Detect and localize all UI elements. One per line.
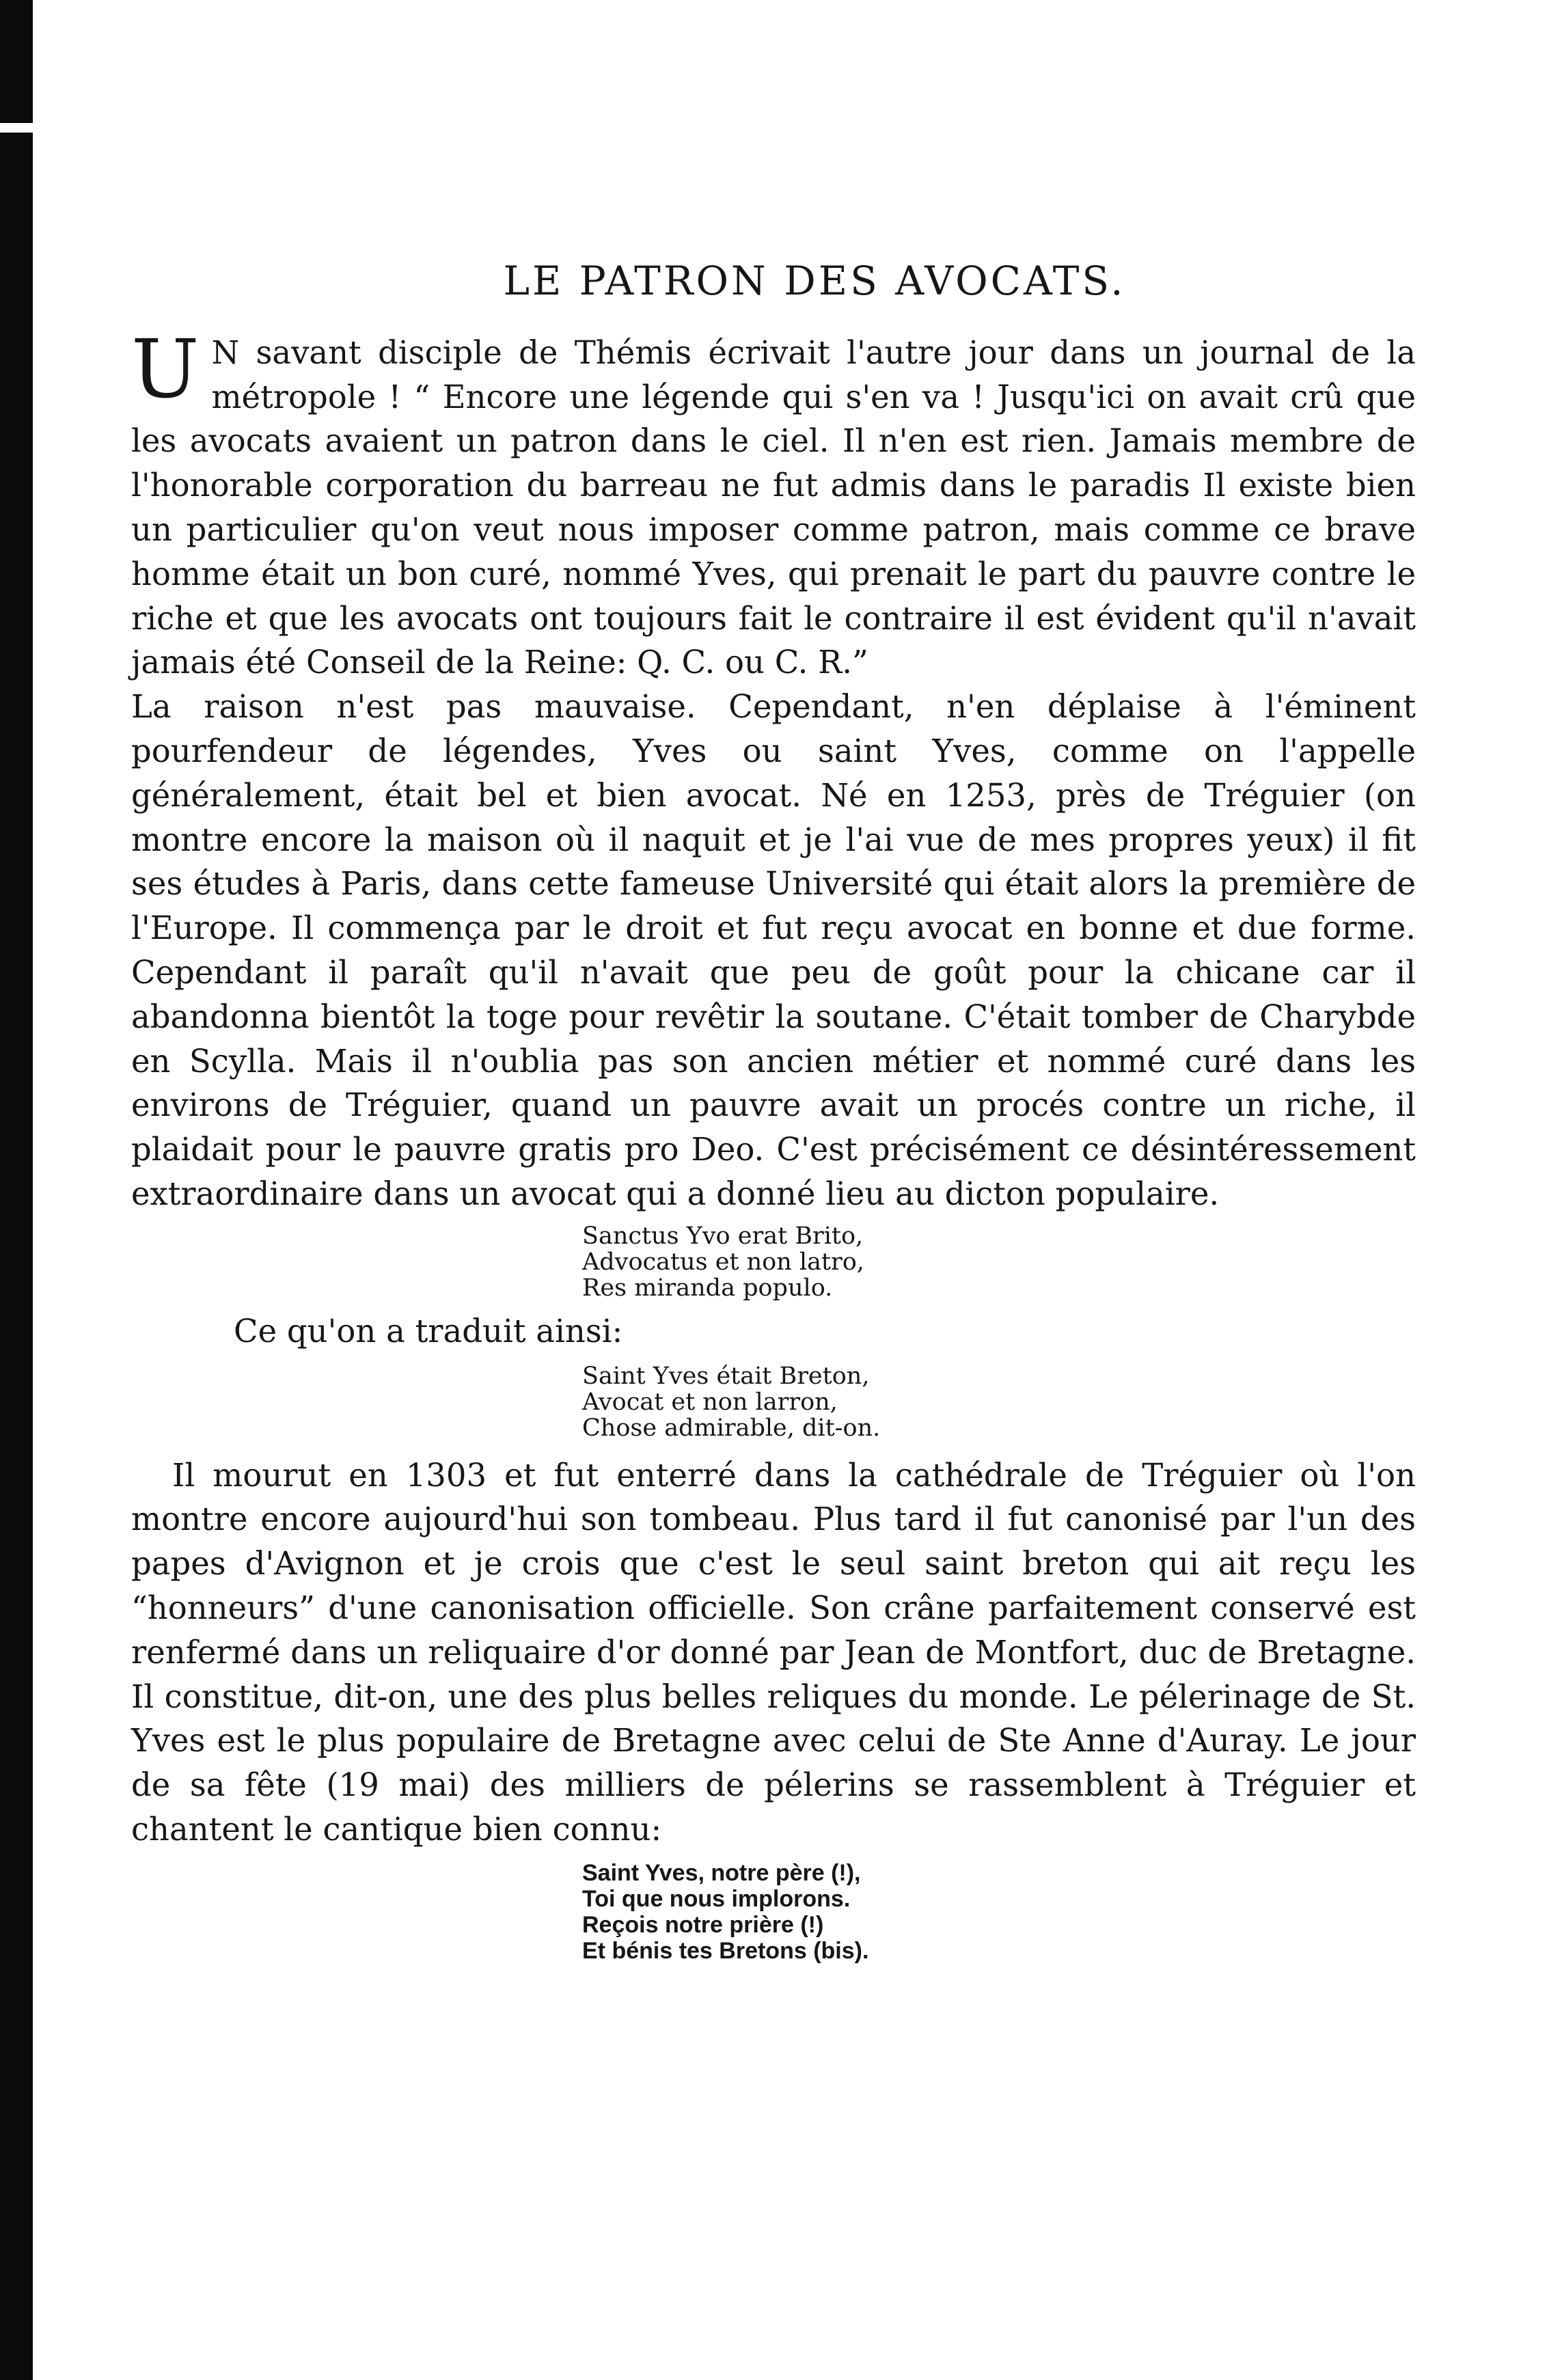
verse-line: Toi que nous implorons. — [582, 1885, 851, 1912]
page-title: LE PATRON DES AVOCATS. — [503, 258, 1126, 304]
verse-line: Reçois notre prière (!) — [582, 1911, 824, 1938]
cantique-verse — [582, 1860, 1416, 1964]
verse-line: Et bénis tes Bretons (bis). — [582, 1937, 869, 1964]
paragraph-3: Il mourut en 1303 et fut enterré dans la cathédrale de Tréguier où l'on montre encore aujourd'hui son tombeau. Plus tard il fut canonisé par l'un des papes d'Avignon et je crois que c'est le seul saint breton qui ait reçu les “honneurs” d'une canonisation officielle. Son crâne parfaitement conservé est renfermé dans un reliquaire d'or donné par Jean de Montfort, duc de Bretagne. Il constitue, dit-on, une des plus belles reliques du monde. Le pélerinage de St. Yves est le plus populaire de Bretagne avec celui de Ste Anne d'Auray. Le jour de sa fête (19 mai) des milliers de pélerins se rassemblent à Tréguier et chantent le cantique bien connu: — [131, 1456, 1416, 1848]
verse-line: Advocatus et non latro, — [582, 1248, 864, 1276]
paragraph-2: La raison n'est pas mauvaise. Cependant, n'en déplaise à l'éminent pourfendeur de légendes, Yves ou saint Yves, comme on l'appelle généralement, était bel et bien avocat. Né en 1253, près de Tréguier (on montre encore la maison où il naquit et je l'ai vue de mes propres yeux) il fit ses études à Paris, dans cette fameuse Université qui était alors la première de l'Europe. Il commença par le droit et fut reçu avocat en bonne et due forme. Cependant il paraît qu'il n'avait que peu de goût pour la chicane car il abandonna bientôt la toge pour revêtir la soutane. C'était tomber de Charybde en Scylla. Mais il n'oublia pas son ancien métier et nommé curé dans les environs de Tréguier, quand un pauvre avait un procés contre un riche, il plaidait pour le pauvre gratis pro Deo. C'est précisément ce désintéressement extraordinaire dans un avocat qui a donné lieu au dicton populaire. — [131, 688, 1416, 1212]
translation-lead-in: Ce qu'on a traduit ainsi: — [234, 1312, 623, 1350]
verse-line: Saint Yves, notre père (!), — [582, 1859, 861, 1886]
paragraph-1 — [131, 321, 1416, 685]
page-binding-edge — [0, 0, 33, 2380]
verse-line: Saint Yves était Breton, — [582, 1362, 870, 1390]
drop-cap: U — [131, 321, 200, 416]
binding-notch — [0, 123, 33, 133]
verse-line: Chose admirable, dit-on. — [582, 1414, 881, 1442]
latin-verse — [582, 1223, 1416, 1301]
document-page — [131, 260, 1416, 1972]
paragraph-1-text: N savant disciple de Thémis écrivait l'autre jour dans un journal de la métropole ! “ Encore une légende qui s'en va ! Jusqu'ici on avait crû que les avocats avaient un patron dans le ciel. Il n'en est rien. Jamais membre de l'honorable corporation du barreau ne fut admis dans le paradis Il existe bien un particulier qu'on veut nous imposer comme patron, mais comme ce brave homme était un bon curé, nommé Yves, qui prenait le part du pauvre contre le riche et que les avocats ont toujours fait le contraire il est évident qu'il n'avait jamais été Conseil de la Reine: Q. C. ou C. R.” — [131, 333, 1416, 681]
article-body — [131, 321, 1416, 1964]
verse-line: Res miranda populo. — [582, 1274, 833, 1302]
verse-line: Avocat et non larron, — [582, 1388, 838, 1416]
verse-line: Sanctus Yvo erat Brito, — [582, 1222, 864, 1250]
french-verse — [582, 1363, 1416, 1441]
